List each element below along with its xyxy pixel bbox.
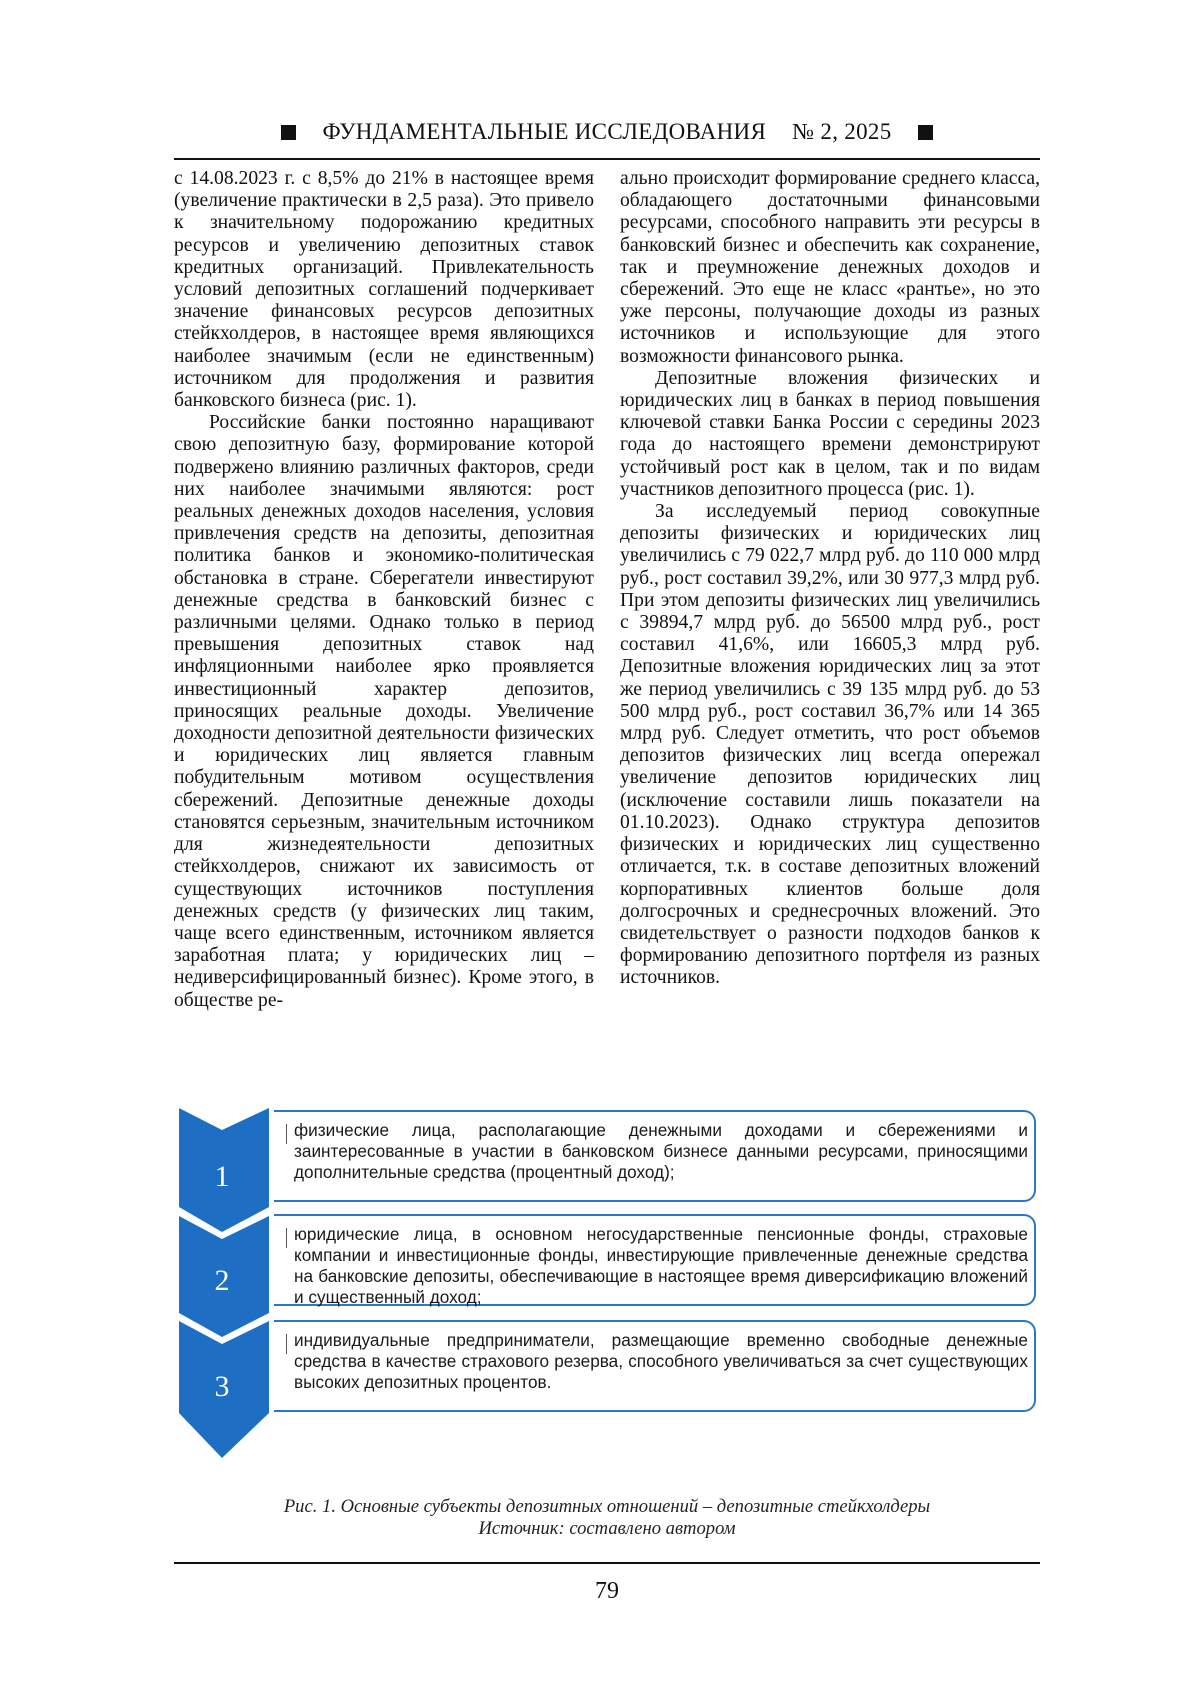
footer-divider [174, 1562, 1040, 1564]
paragraph: За исследуемый период совокупные депозиты физических и юридических лиц увеличились с 79 022,7 млрд руб. до 110 000 млрд руб., рост составил 39,2%, или 30 977,3 млрд руб. При этом депозиты физических лиц увеличились с 39894,7 млрд руб. до 56500 млрд руб., рост составил 41,6%, или 16605,3 млрд руб. Депозитные вложения юридических лиц за этот же период увеличились с 39 135 млрд руб. до 53 500 млрд руб., рост составил 36,7% или 14 365 млрд руб. Следует отметить, что рост объемов депозитов физических лиц всегда опережал увеличение депозитов юридических лиц (исключение составили лишь показатели на 01.10.2023). Однако структура депозитов физических и юридических лиц существенно отличается, т.к. в составе депозитных вложений корпоративных клиентов больше доля долгосрочных и среднесрочных вложений. Это свидетельствует о разности подходов банков к формированию депозитного портфеля из разных источников. [620, 501, 1040, 989]
step-number: 2 [214, 1264, 230, 1297]
step-number: 3 [214, 1370, 230, 1403]
left-column [174, 168, 594, 1070]
step-number: 1 [214, 1160, 230, 1193]
caption-title: Рис. 1. Основные субъекты депозитных отношений – депозитные стейкхолдеры [283, 1496, 931, 1517]
step-box [274, 1320, 1036, 1412]
page-number: 79 [595, 1578, 619, 1604]
body-text [174, 168, 1040, 1070]
square-bullet-icon [918, 125, 933, 140]
paragraph: Депозитные вложения физических и юридических лиц в банках в период повышения ключевой ставки Банка России с середины 2023 года до настоящего времени демонстрируют устойчивый рост как в целом, так и по видам участников депозитного процесса (рис. 1). [620, 367, 1040, 500]
figure-stakeholders [174, 1108, 1040, 1468]
step-text: физические лица, располагающие денежными доходами и сбережениями и заинтересованные в участии в банковском бизнесе данными ресурсами, приносящими дополнительные средства (процентный доход); [294, 1120, 1028, 1182]
running-header [174, 112, 1040, 152]
issue-number: № 2, 2025 [792, 119, 892, 144]
figure-caption [174, 1496, 1040, 1540]
step-text: индивидуальные предприниматели, размещающие временно свободные денежные средства в качестве страхового резерва, способного увеличиваться за счет существующих высоких депозитных процентов. [294, 1330, 1028, 1392]
journal-title: ФУНДАМЕНТАЛЬНЫЕ ИССЛЕДОВАНИЯ [322, 119, 767, 144]
square-bullet-icon [281, 125, 296, 140]
caption-source: Источник: составлено автором [478, 1518, 736, 1539]
paragraph: ально происходит формирование среднего класса, обладающего достаточными финансовыми ресурсами, способного направить эти ресурсы в банковский бизнес и обеспечить как сохранение, так и преумножение денежных доходов и сбережений. Это еще не класс «рантье», но это уже персоны, получающие доходы из разных источников и использующие для этого возможности финансового рынка. [620, 168, 1040, 367]
right-column [620, 168, 1040, 1070]
step-text: юридические лица, в основном негосударственные пенсионные фонды, страховые компании и инвестиционные фонды, инвестирующие привлеченные денежные средства на банковские депозиты, обеспечивающие в настоящее время диверсификацию вложений и существенный доход; [294, 1224, 1028, 1307]
header-divider [174, 158, 1040, 160]
step-box [274, 1110, 1036, 1202]
paragraph: с 14.08.2023 г. с 8,5% до 21% в настоящее время (увеличение практически в 2,5 раза). Это привело к значительному подорожанию кредитных ресурсов и увеличению депозитных ставок кредитных организаций. Привлекательность условий депозитных соглашений подчеркивает значение финансовых ресурсов депозитных стейкхолдеров, в настоящее время являющихся наиболее значимым (если не единственным) источником для продолжения и развития банковского бизнеса (рис. 1). [174, 168, 594, 412]
paragraph: Российские банки постоянно наращивают свою депозитную базу, формирование которой подвержено влиянию различных факторов, среди них наиболее значимыми являются: рост реальных денежных доходов населения, условия привлечения средств на депозиты, депозитная политика банков и экономико-политическая обстановка в стране. Сберегатели инвестируют денежные средства в банковский бизнес с различными целями. Однако только в период превышения депозитных ставок над инфляционными наиболее ярко проявляется инвестиционный характер депозитов, приносящих реальные доходы. Увеличение доходности депозитной деятельности физических и юридических лиц является главным побудительным мотивом осуществления сбережений. Депозитные денежные доходы становятся серьезным, значительным источником для жизнедеятельности депозитных стейкхолдеров, снижают их зависимость от существующих источников поступления денежных средств (у физических лиц таким, чаще всего единственным, источником является заработная плата; у юридических лиц – недиверсифицированный бизнес). Кроме этого, в обществе ре- [174, 412, 594, 1011]
step-box [274, 1214, 1036, 1306]
